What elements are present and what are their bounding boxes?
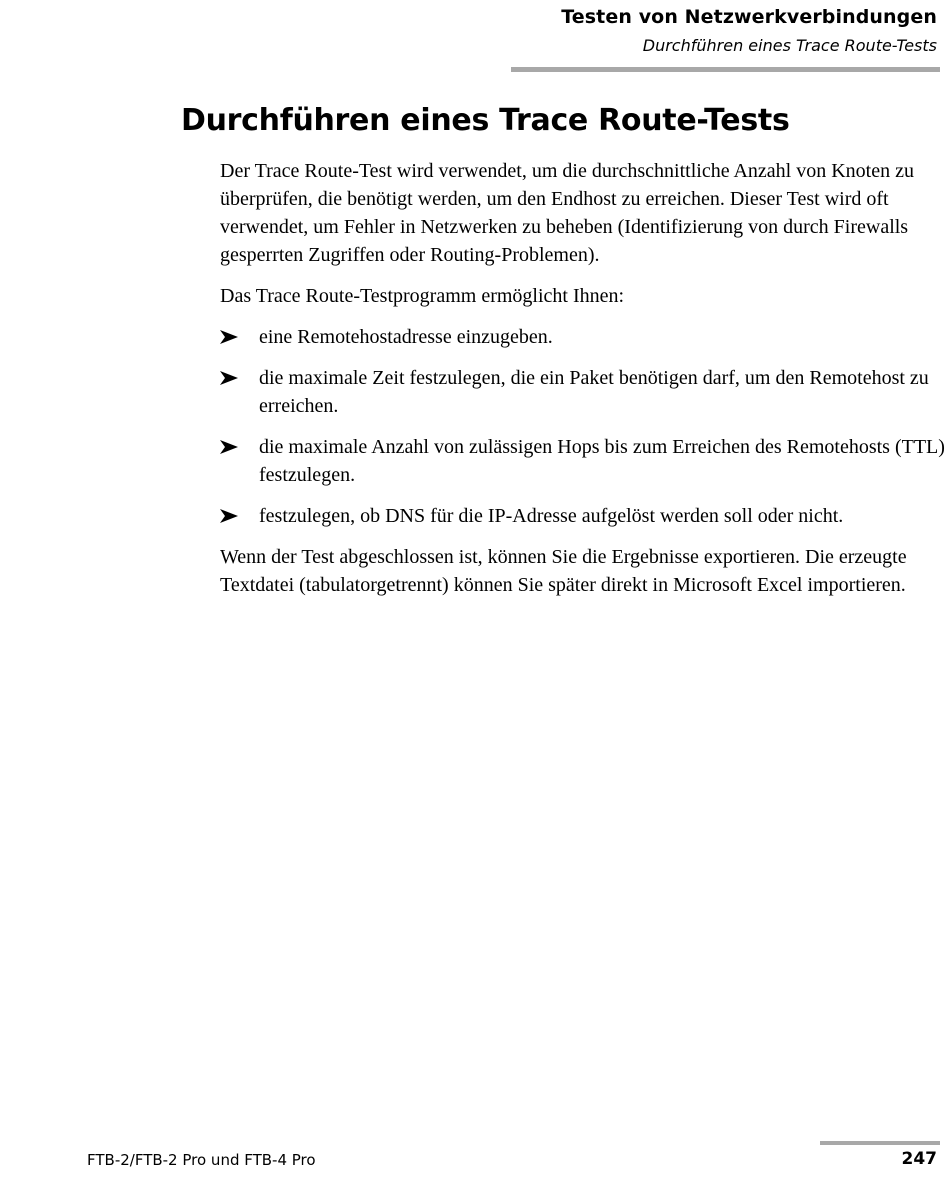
lead-paragraph: Das Trace Route-Testprogramm ermöglicht Ihnen: [220, 285, 625, 307]
closing-paragraph: Wenn der Test abgeschlossen ist, können Sie die Ergebnisse exportieren. Die erzeugte Textdatei (tabulatorgetrennt) können Sie später direkt in Microsoft Excel importieren. [220, 546, 907, 596]
arrowhead-bullet-icon [220, 440, 238, 454]
intro-paragraph: Der Trace Route-Test wird verwendet, um die durchschnittliche Anzahl von Knoten zu überprüfen, die benötigt werden, um den Endhost zu erreichen. Dieser Test wird oft verwendet, um Fehler in Netzwerken zu beheben (Identifizierung von durch Firewalls gesperrten Zugriffen oder Routing-Problemen). [220, 160, 914, 266]
header-rule [511, 67, 940, 72]
page-number: 247 [901, 1149, 937, 1169]
arrowhead-bullet-icon [220, 330, 238, 344]
list-item-text: eine Remotehostadresse einzugeben. [259, 326, 553, 348]
list-item-text: die maximale Anzahl von zulässigen Hops bis zum Erreichen des Remotehosts (TTL) festzulegen. [259, 436, 945, 486]
footer-rule [820, 1141, 940, 1145]
header-section-title: Durchführen eines Trace Route-Tests [642, 36, 937, 55]
footer-product-name: FTB-2/FTB-2 Pro und FTB-4 Pro [87, 1151, 316, 1169]
arrowhead-bullet-icon [220, 509, 238, 523]
feature-list [220, 323, 945, 530]
list-item [220, 502, 945, 530]
list-item [220, 433, 945, 489]
body-content [220, 157, 945, 599]
list-item [220, 364, 945, 420]
header-chapter-title: Testen von Netzwerkverbindungen [561, 6, 937, 28]
page-title: Durchführen eines Trace Route-Tests [181, 103, 790, 138]
list-item [220, 323, 945, 351]
list-item-text: die maximale Zeit festzulegen, die ein Paket benötigen darf, um den Remotehost zu erreichen. [259, 367, 929, 417]
running-header [561, 5, 937, 57]
arrowhead-bullet-icon [220, 371, 238, 385]
list-item-text: festzulegen, ob DNS für die IP-Adresse aufgelöst werden soll oder nicht. [259, 505, 844, 527]
